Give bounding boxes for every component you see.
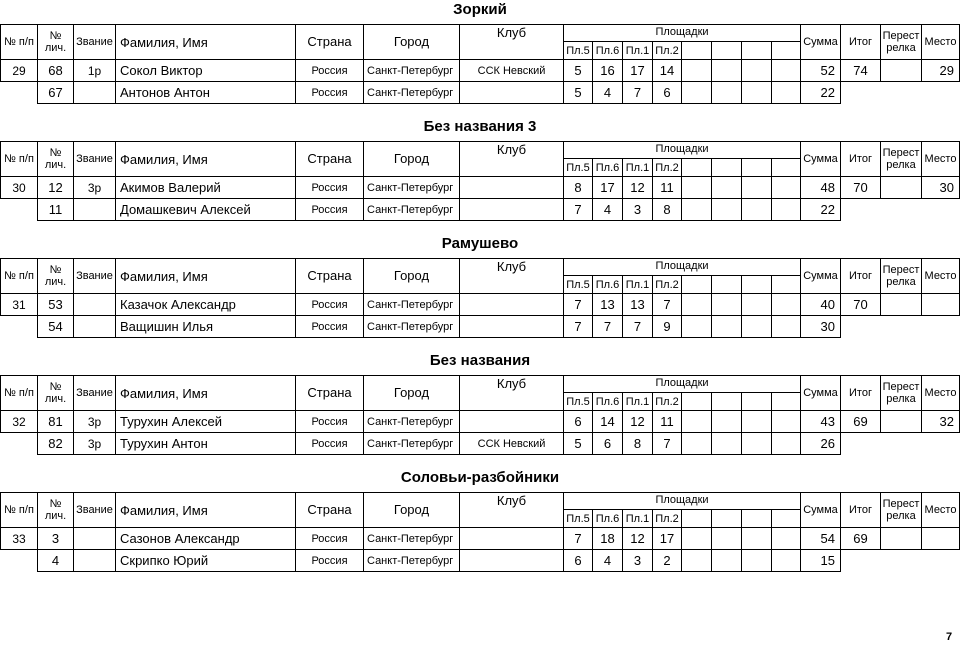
header-pl5: Пл.5: [563, 275, 593, 294]
player-country: Россия: [295, 315, 364, 338]
empty-score-cell: [771, 410, 801, 433]
header-place: Место: [921, 375, 960, 411]
player-sum: 54: [800, 527, 841, 550]
team-total: 70: [840, 176, 881, 199]
player-score: 6: [563, 410, 593, 433]
header-total: Итог: [840, 258, 881, 294]
header-sum: Сумма: [800, 258, 841, 294]
player-country: Россия: [295, 527, 364, 550]
team-title: Без названия 3: [423, 118, 537, 135]
header-pl6: Пл.6: [592, 158, 623, 177]
player-score: 5: [563, 81, 593, 104]
player-lic: 82: [37, 432, 74, 455]
empty-score-cell: [741, 293, 772, 316]
team-tiebreak: [880, 410, 922, 433]
player-sum: 22: [800, 198, 841, 221]
team-tiebreak: [880, 59, 922, 82]
header-pl1: Пл.1: [622, 275, 653, 294]
player-country: Россия: [295, 549, 364, 572]
header-country: Страна: [295, 375, 364, 411]
header-pl6: Пл.6: [592, 509, 623, 528]
player-country: Россия: [295, 432, 364, 455]
header-pl1: Пл.1: [622, 158, 653, 177]
player-score: 7: [622, 81, 653, 104]
header-num: № п/п: [0, 24, 38, 60]
player-country: Россия: [295, 198, 364, 221]
player-rank: [73, 527, 116, 550]
header-lic: № лич.: [37, 141, 74, 177]
header-pl2: Пл.2: [652, 158, 682, 177]
header-club: Клуб: [459, 492, 564, 528]
team-number: 33: [0, 527, 38, 550]
header-rank: Звание: [73, 492, 116, 528]
header-pl2: Пл.2: [652, 392, 682, 411]
header-empty-site: [711, 509, 742, 528]
player-club: [459, 293, 564, 316]
team-block: [0, 0, 960, 117]
header-empty-site: [681, 392, 712, 411]
empty-score-cell: [741, 432, 772, 455]
empty-score-cell: [711, 81, 742, 104]
player-country: Россия: [295, 293, 364, 316]
team-number: 29: [0, 59, 38, 82]
header-empty-site: [741, 41, 772, 60]
player-sum: 43: [800, 410, 841, 433]
player-name: Скрипко Юрий: [115, 549, 296, 572]
empty-score-cell: [711, 527, 742, 550]
team-block: [0, 234, 960, 351]
player-score: 3: [622, 549, 653, 572]
header-country: Страна: [295, 141, 364, 177]
empty-score-cell: [711, 410, 742, 433]
header-tiebreak: Перест релка: [880, 24, 922, 60]
empty-score-cell: [711, 59, 742, 82]
page-number: 7: [946, 631, 953, 643]
player-city: Санкт-Петербург: [363, 549, 460, 572]
team-block: [0, 351, 960, 468]
header-tiebreak: Перест релка: [880, 375, 922, 411]
player-rank: [73, 198, 116, 221]
header-sites: Площадки: [563, 141, 801, 159]
player-lic: 53: [37, 293, 74, 316]
header-empty-site: [741, 509, 772, 528]
header-total: Итог: [840, 492, 881, 528]
player-country: Россия: [295, 81, 364, 104]
header-empty-site: [741, 275, 772, 294]
header-pl5: Пл.5: [563, 158, 593, 177]
player-score: 3: [622, 198, 653, 221]
header-country: Страна: [295, 258, 364, 294]
player-city: Санкт-Петербург: [363, 198, 460, 221]
header-num: № п/п: [0, 258, 38, 294]
header-empty-site: [681, 158, 712, 177]
player-club: [459, 549, 564, 572]
header-club: Клуб: [459, 375, 564, 411]
team-tiebreak: [880, 293, 922, 316]
player-country: Россия: [295, 59, 364, 82]
header-tiebreak: Перест релка: [880, 141, 922, 177]
team-tiebreak: [880, 176, 922, 199]
player-lic: 4: [37, 549, 74, 572]
player-city: Санкт-Петербург: [363, 293, 460, 316]
header-empty-site: [771, 158, 801, 177]
player-score: 7: [592, 315, 623, 338]
header-total: Итог: [840, 141, 881, 177]
player-score: 5: [563, 432, 593, 455]
header-name: Фамилия, Имя: [115, 24, 296, 60]
player-score: 7: [622, 315, 653, 338]
team-place: [921, 293, 960, 316]
player-rank: [73, 549, 116, 572]
empty-score-cell: [681, 410, 712, 433]
header-lic: № лич.: [37, 375, 74, 411]
header-pl1: Пл.1: [622, 41, 653, 60]
team-total: 69: [840, 527, 881, 550]
header-pl6: Пл.6: [592, 275, 623, 294]
empty-score-cell: [771, 176, 801, 199]
team-tiebreak: [880, 527, 922, 550]
player-score: 17: [652, 527, 682, 550]
player-sum: 15: [800, 549, 841, 572]
team-place: [921, 527, 960, 550]
player-name: Сокол Виктор: [115, 59, 296, 82]
player-score: 4: [592, 198, 623, 221]
team-number: 30: [0, 176, 38, 199]
header-tiebreak: Перест релка: [880, 492, 922, 528]
header-empty-site: [771, 41, 801, 60]
empty-score-cell: [681, 527, 712, 550]
team-total: 70: [840, 293, 881, 316]
header-sum: Сумма: [800, 141, 841, 177]
header-empty-site: [681, 509, 712, 528]
header-num: № п/п: [0, 492, 38, 528]
header-name: Фамилия, Имя: [115, 375, 296, 411]
player-rank: 1р: [73, 59, 116, 82]
empty-score-cell: [711, 293, 742, 316]
header-name: Фамилия, Имя: [115, 492, 296, 528]
team-number: 32: [0, 410, 38, 433]
player-club: [459, 527, 564, 550]
player-city: Санкт-Петербург: [363, 59, 460, 82]
player-rank: [73, 315, 116, 338]
empty-score-cell: [681, 432, 712, 455]
header-sites: Площадки: [563, 24, 801, 42]
player-name: Домашкевич Алексей: [115, 198, 296, 221]
player-lic: 67: [37, 81, 74, 104]
header-tiebreak: Перест релка: [880, 258, 922, 294]
header-place: Место: [921, 258, 960, 294]
player-name: Сазонов Александр: [115, 527, 296, 550]
header-pl5: Пл.5: [563, 392, 593, 411]
team-block: [0, 117, 960, 234]
player-country: Россия: [295, 176, 364, 199]
player-score: 6: [563, 549, 593, 572]
empty-score-cell: [711, 549, 742, 572]
player-score: 7: [563, 293, 593, 316]
empty-score-cell: [741, 410, 772, 433]
player-rank: 3р: [73, 432, 116, 455]
player-club: [459, 176, 564, 199]
empty-score-cell: [741, 81, 772, 104]
header-city: Город: [363, 141, 460, 177]
header-city: Город: [363, 492, 460, 528]
player-name: Антонов Антон: [115, 81, 296, 104]
header-sum: Сумма: [800, 492, 841, 528]
player-lic: 68: [37, 59, 74, 82]
empty-score-cell: [681, 549, 712, 572]
header-empty-site: [681, 275, 712, 294]
header-empty-site: [771, 509, 801, 528]
team-place: 30: [921, 176, 960, 199]
header-club: Клуб: [459, 141, 564, 177]
header-country: Страна: [295, 24, 364, 60]
empty-score-cell: [771, 198, 801, 221]
player-score: 11: [652, 410, 682, 433]
player-club: [459, 410, 564, 433]
player-score: 13: [592, 293, 623, 316]
header-pl2: Пл.2: [652, 509, 682, 528]
player-club: [459, 315, 564, 338]
team-block: [0, 468, 960, 585]
empty-score-cell: [681, 293, 712, 316]
player-club: ССК Невский: [459, 59, 564, 82]
header-pl1: Пл.1: [622, 509, 653, 528]
header-lic: № лич.: [37, 258, 74, 294]
header-sites: Площадки: [563, 258, 801, 276]
empty-score-cell: [711, 176, 742, 199]
header-city: Город: [363, 375, 460, 411]
player-score: 7: [563, 315, 593, 338]
player-city: Санкт-Петербург: [363, 527, 460, 550]
player-score: 17: [592, 176, 623, 199]
player-score: 9: [652, 315, 682, 338]
player-score: 12: [622, 527, 653, 550]
player-sum: 26: [800, 432, 841, 455]
header-num: № п/п: [0, 141, 38, 177]
player-club: [459, 81, 564, 104]
empty-score-cell: [771, 527, 801, 550]
empty-score-cell: [771, 59, 801, 82]
player-score: 12: [622, 176, 653, 199]
player-lic: 54: [37, 315, 74, 338]
empty-score-cell: [711, 432, 742, 455]
header-pl5: Пл.5: [563, 41, 593, 60]
player-name: Турухин Алексей: [115, 410, 296, 433]
header-sum: Сумма: [800, 375, 841, 411]
team-title: Зоркий: [453, 1, 507, 18]
player-score: 14: [592, 410, 623, 433]
header-city: Город: [363, 258, 460, 294]
empty-score-cell: [741, 315, 772, 338]
header-rank: Звание: [73, 24, 116, 60]
player-name: Турухин Антон: [115, 432, 296, 455]
player-city: Санкт-Петербург: [363, 315, 460, 338]
header-total: Итог: [840, 24, 881, 60]
player-score: 18: [592, 527, 623, 550]
header-sites: Площадки: [563, 492, 801, 510]
header-pl6: Пл.6: [592, 392, 623, 411]
header-empty-site: [771, 275, 801, 294]
player-score: 14: [652, 59, 682, 82]
header-rank: Звание: [73, 258, 116, 294]
team-title: Без названия: [429, 352, 531, 369]
player-rank: 3р: [73, 410, 116, 433]
player-score: 6: [652, 81, 682, 104]
empty-score-cell: [771, 432, 801, 455]
player-city: Санкт-Петербург: [363, 176, 460, 199]
player-score: 17: [622, 59, 653, 82]
team-place: 29: [921, 59, 960, 82]
empty-score-cell: [741, 549, 772, 572]
header-pl1: Пл.1: [622, 392, 653, 411]
header-empty-site: [711, 158, 742, 177]
player-score: 5: [563, 59, 593, 82]
empty-score-cell: [741, 176, 772, 199]
header-place: Место: [921, 141, 960, 177]
header-rank: Звание: [73, 375, 116, 411]
player-rank: [73, 81, 116, 104]
player-club: ССК Невский: [459, 432, 564, 455]
empty-score-cell: [681, 81, 712, 104]
header-empty-site: [681, 41, 712, 60]
player-score: 8: [563, 176, 593, 199]
header-lic: № лич.: [37, 24, 74, 60]
empty-score-cell: [681, 59, 712, 82]
header-name: Фамилия, Имя: [115, 141, 296, 177]
player-rank: [73, 293, 116, 316]
header-empty-site: [741, 158, 772, 177]
player-rank: 3р: [73, 176, 116, 199]
empty-score-cell: [771, 315, 801, 338]
player-sum: 40: [800, 293, 841, 316]
header-pl5: Пл.5: [563, 509, 593, 528]
empty-score-cell: [771, 549, 801, 572]
header-sum: Сумма: [800, 24, 841, 60]
header-place: Место: [921, 24, 960, 60]
player-sum: 52: [800, 59, 841, 82]
header-empty-site: [711, 41, 742, 60]
header-pl2: Пл.2: [652, 275, 682, 294]
player-club: [459, 198, 564, 221]
header-empty-site: [741, 392, 772, 411]
player-score: 11: [652, 176, 682, 199]
header-city: Город: [363, 24, 460, 60]
player-score: 4: [592, 81, 623, 104]
header-pl2: Пл.2: [652, 41, 682, 60]
header-total: Итог: [840, 375, 881, 411]
player-score: 4: [592, 549, 623, 572]
empty-score-cell: [681, 176, 712, 199]
team-title: Рамушево: [441, 235, 519, 252]
header-empty-site: [771, 392, 801, 411]
player-score: 2: [652, 549, 682, 572]
team-place: 32: [921, 410, 960, 433]
header-empty-site: [711, 392, 742, 411]
player-score: 8: [652, 198, 682, 221]
player-city: Санкт-Петербург: [363, 81, 460, 104]
player-score: 16: [592, 59, 623, 82]
empty-score-cell: [741, 527, 772, 550]
player-score: 7: [652, 432, 682, 455]
empty-score-cell: [711, 198, 742, 221]
player-sum: 48: [800, 176, 841, 199]
header-name: Фамилия, Имя: [115, 258, 296, 294]
header-num: № п/п: [0, 375, 38, 411]
player-city: Санкт-Петербург: [363, 432, 460, 455]
player-score: 8: [622, 432, 653, 455]
player-score: 13: [622, 293, 653, 316]
team-title: Соловьи-разбойники: [400, 469, 560, 486]
player-score: 7: [563, 527, 593, 550]
player-lic: 11: [37, 198, 74, 221]
player-lic: 3: [37, 527, 74, 550]
player-lic: 81: [37, 410, 74, 433]
player-sum: 30: [800, 315, 841, 338]
header-pl6: Пл.6: [592, 41, 623, 60]
team-total: 69: [840, 410, 881, 433]
player-lic: 12: [37, 176, 74, 199]
empty-score-cell: [711, 315, 742, 338]
empty-score-cell: [771, 81, 801, 104]
empty-score-cell: [771, 293, 801, 316]
empty-score-cell: [681, 315, 712, 338]
player-name: Казачок Александр: [115, 293, 296, 316]
empty-score-cell: [741, 59, 772, 82]
header-rank: Звание: [73, 141, 116, 177]
player-sum: 22: [800, 81, 841, 104]
player-name: Акимов Валерий: [115, 176, 296, 199]
team-total: 74: [840, 59, 881, 82]
player-name: Ващишин Илья: [115, 315, 296, 338]
header-sites: Площадки: [563, 375, 801, 393]
player-score: 7: [652, 293, 682, 316]
player-country: Россия: [295, 410, 364, 433]
player-score: 6: [592, 432, 623, 455]
player-score: 7: [563, 198, 593, 221]
empty-score-cell: [681, 198, 712, 221]
header-country: Страна: [295, 492, 364, 528]
player-score: 12: [622, 410, 653, 433]
header-lic: № лич.: [37, 492, 74, 528]
header-empty-site: [711, 275, 742, 294]
header-club: Клуб: [459, 24, 564, 60]
header-place: Место: [921, 492, 960, 528]
player-city: Санкт-Петербург: [363, 410, 460, 433]
empty-score-cell: [741, 198, 772, 221]
team-number: 31: [0, 293, 38, 316]
header-club: Клуб: [459, 258, 564, 294]
